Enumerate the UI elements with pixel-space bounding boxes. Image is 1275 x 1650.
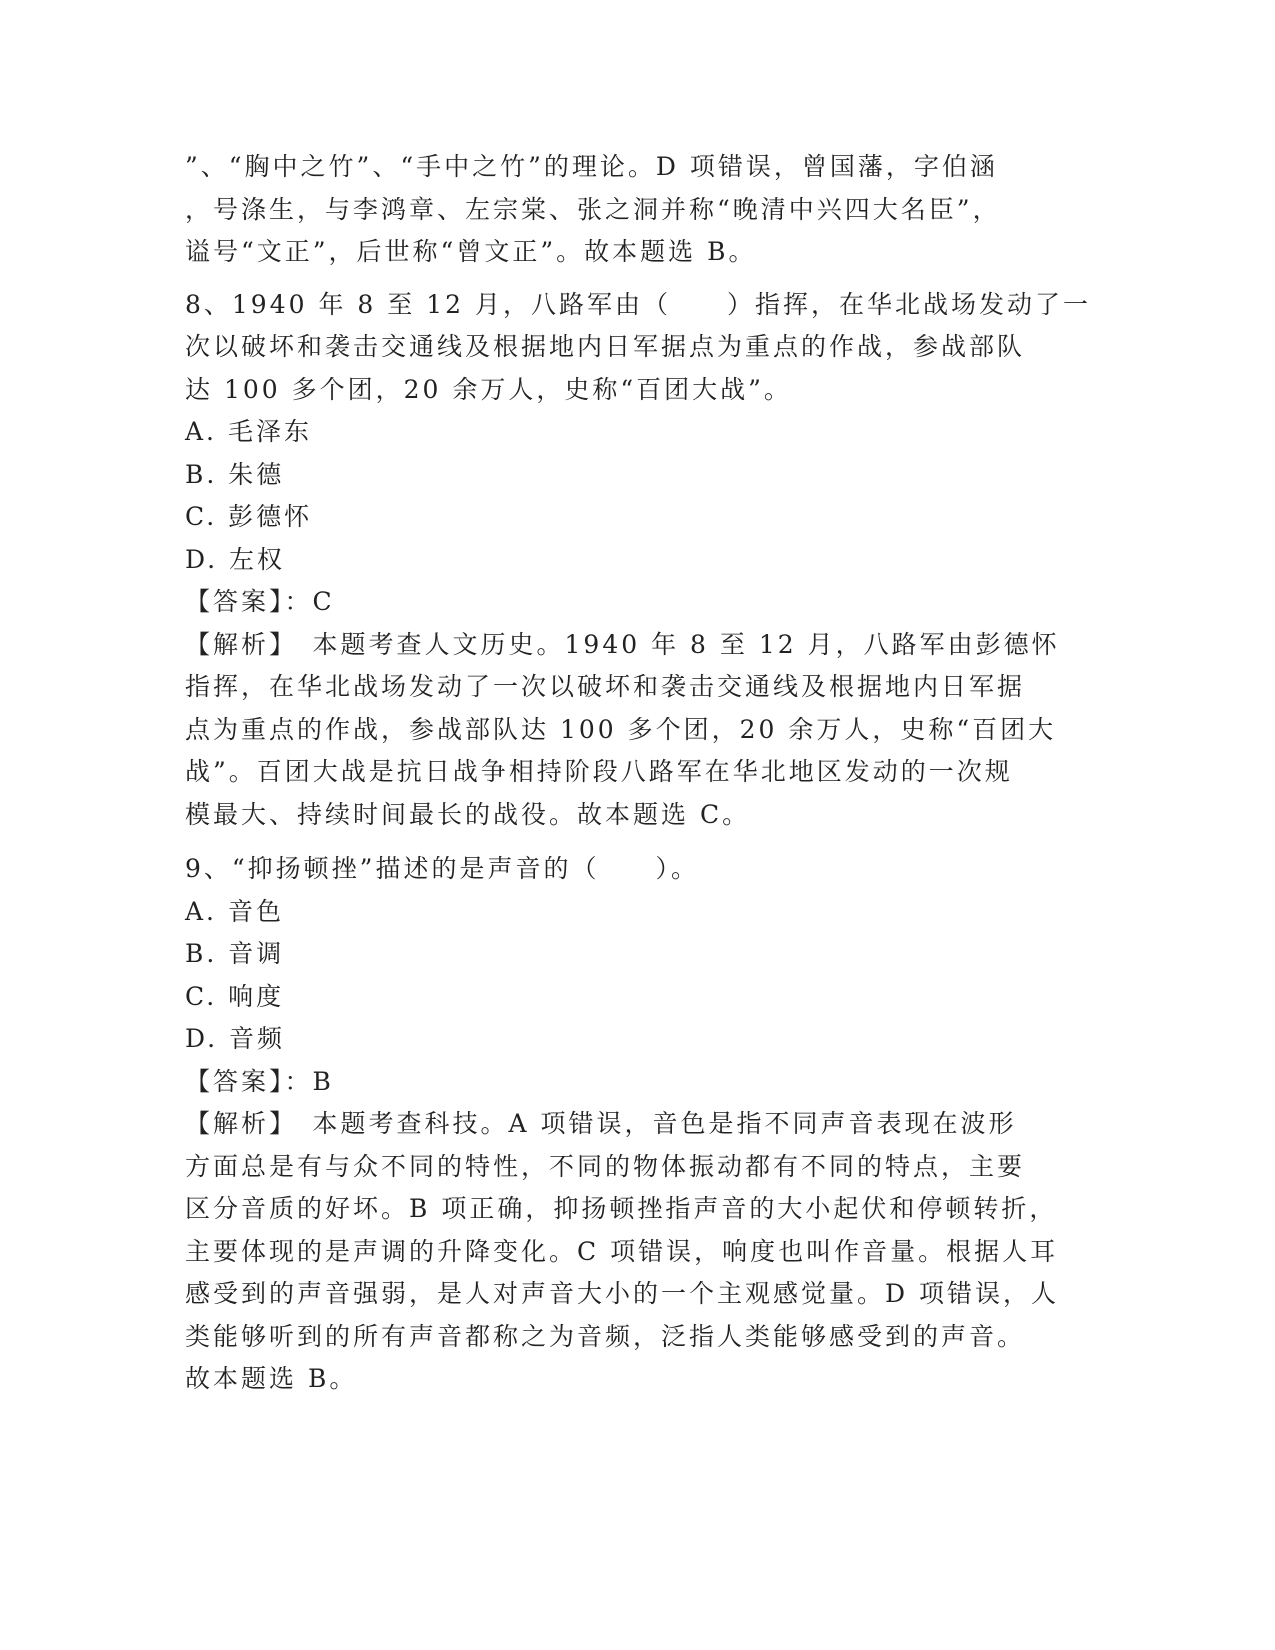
option-a: A. 音色 xyxy=(185,896,284,926)
question-9 xyxy=(185,848,1085,1401)
text-line: 感受到的声音强弱，是人对声音大小的一个主观感觉量。D 项错误，人 xyxy=(185,1279,1059,1308)
text-line: 指挥，在华北战场发动了一次以破坏和袭击交通线及根据地内日军据 xyxy=(185,672,1026,701)
answer: 【答案】：B xyxy=(185,1066,334,1096)
option-a: A. 毛泽东 xyxy=(185,417,312,446)
text-line: 达 100 多个团，20 余万人，史称“百团大战”。 xyxy=(185,374,792,404)
previous-explanation xyxy=(185,146,1085,274)
option-c: C. 响度 xyxy=(185,981,285,1011)
text-line: ”、“胸中之竹”、“手中之竹”的理论。D 项错误，曾国藩，字伯涵 xyxy=(185,152,998,181)
question-8 xyxy=(185,284,1091,837)
option-c: C. 彭德怀 xyxy=(185,502,313,531)
text-line: 类能够听到的所有声音都称之为音频，泛指人类能够感受到的声音。 xyxy=(185,1321,1026,1351)
text-line: 点为重点的作战，参战部队达 100 多个团，20 余万人，史称“百团大 xyxy=(185,714,1057,744)
question-stem xyxy=(185,848,1085,891)
text-line: 主要体现的是声调的升降变化。C 项错误，响度也叫作音量。根据人耳 xyxy=(185,1236,1059,1266)
text-line: 战”。百团大战是抗日战争相持阶段八路军在华北地区发动的一次规 xyxy=(185,757,1013,786)
text-line: 8、1940 年 8 至 12 月，八路军由（ ）指挥，在华北战场发动了一 xyxy=(185,289,1091,319)
option-d: D. 音频 xyxy=(185,1024,286,1053)
text-line: 模最大、持续时间最长的战役。故本题选 C。 xyxy=(185,799,751,829)
text-line: 次以破坏和袭击交通线及根据地内日军据点为重点的作战，参战部队 xyxy=(185,332,1026,361)
explanation xyxy=(185,1103,1085,1401)
option-d: D. 左权 xyxy=(185,544,286,574)
text-line: 故本题选 B。 xyxy=(185,1364,358,1393)
question-stem xyxy=(185,284,1091,412)
text-line: 谥号“文正”，后世称“曾文正”。故本题选 B。 xyxy=(185,237,757,266)
document-content xyxy=(185,146,1091,1401)
text-line: 9、“抑扬顿挫”描述的是声音的（ ）。 xyxy=(185,854,699,883)
option-b: B. 音调 xyxy=(185,939,285,968)
option-b: B. 朱德 xyxy=(185,459,285,489)
text-line: 【解析】 本题考查科技。A 项错误，音色是指不同声音表现在波形 xyxy=(185,1109,1017,1138)
text-line: 【解析】 本题考查人文历史。1940 年 8 至 12 月，八路军由彭德怀 xyxy=(185,629,1060,659)
text-line: 方面总是有与众不同的特性，不同的物体振动都有不同的特点，主要 xyxy=(185,1151,1026,1181)
text-line: ，号涤生，与李鸿章、左宗棠、张之洞并称“晚清中兴四大名臣”， xyxy=(185,194,1001,224)
answer: 【答案】：C xyxy=(185,587,335,616)
explanation xyxy=(185,624,1085,837)
text-line: 区分音质的好坏。B 项正确，抑扬顿挫指声音的大小起伏和停顿转折， xyxy=(185,1194,1058,1223)
